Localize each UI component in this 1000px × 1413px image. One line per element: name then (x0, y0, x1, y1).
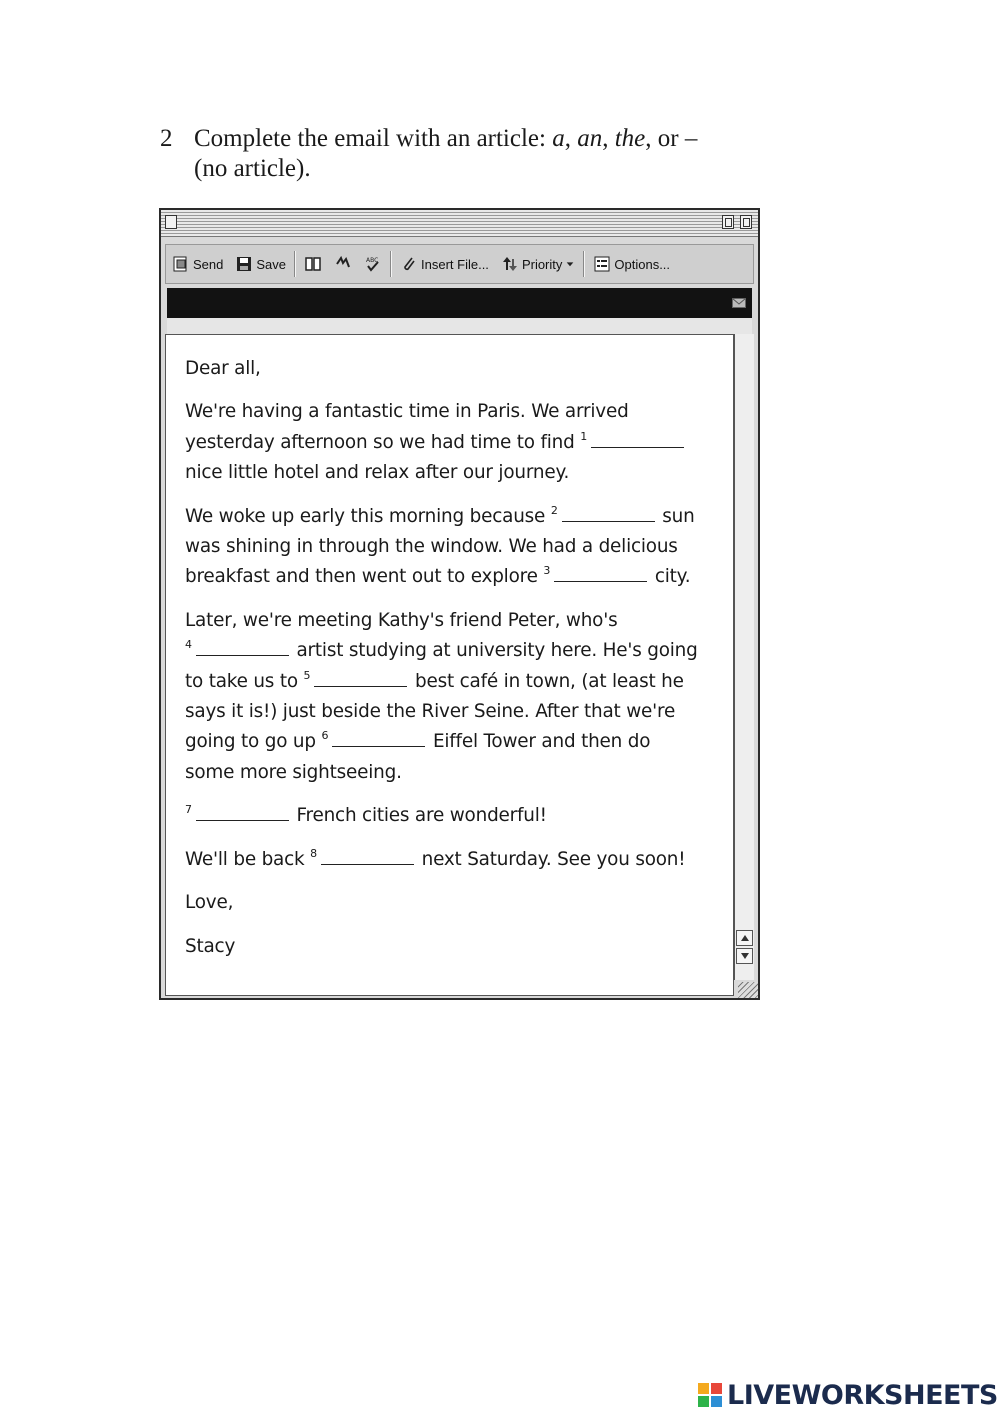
scroll-down-arrow-icon[interactable] (736, 948, 753, 964)
email-header-bar (167, 288, 752, 318)
toolbar-separator (583, 251, 585, 277)
signature: Stacy (185, 935, 236, 957)
gap-number: 3 (543, 564, 551, 578)
vertical-scrollbar[interactable] (734, 334, 754, 980)
priority-dropdown[interactable]: Priority (495, 250, 581, 278)
window-titlebar[interactable] (161, 210, 758, 237)
instruction-line-1: Complete the email with an article: a, an, the, or – (194, 125, 698, 152)
answer-blank-3[interactable] (554, 567, 647, 582)
send-icon (172, 255, 190, 273)
exercise-number: 2 (160, 125, 173, 152)
address-book-button[interactable] (298, 250, 328, 278)
liveworksheets-watermark (697, 1378, 998, 1412)
priority-arrows-icon (501, 255, 519, 273)
paragraph-5: We'll be back $^8$ next Saturday. See you soon! (185, 846, 686, 870)
spelling-button[interactable] (358, 250, 388, 278)
paragraph-3: Later, we're meeting Kathy's friend Peter, who's $^4$ artist studying at university here. He's going to take us to $^5$ best café in town, (at least he says it is!) just beside the River Seine. After that we're going to go up $^6$ Eiffel Tower and then do some more sightseeing. (185, 609, 698, 783)
chevron-down-icon (565, 259, 575, 269)
header-divider-strip (167, 318, 752, 335)
gap-number: 4 (185, 638, 192, 652)
svg-text:ABC: ABC (366, 257, 379, 264)
closing: Love, (185, 892, 234, 914)
send-button[interactable]: Send (166, 250, 229, 278)
answer-blank-7[interactable] (196, 806, 289, 821)
close-box-icon[interactable] (165, 215, 177, 229)
spell-check-icon (364, 255, 382, 273)
paragraph-1: We're having a fantastic time in Paris. We arrived yesterday afternoon so we had time to find $^1$ nice little hotel and relax after our journey. (185, 397, 725, 488)
gap-number: 5 (303, 668, 311, 682)
envelope-icon (732, 298, 746, 308)
instruction-line-2: (no article). (194, 155, 311, 182)
save-button[interactable]: Save (229, 250, 292, 278)
zoom-box-icon[interactable] (722, 215, 734, 229)
greeting: Dear all, (185, 358, 261, 379)
gap-number: 6 (321, 729, 329, 743)
answer-blank-8[interactable] (321, 850, 414, 865)
paperclip-icon (400, 255, 418, 273)
gap-number: 2 (550, 503, 558, 517)
options-button[interactable]: Options... (587, 250, 676, 278)
floppy-disk-icon (235, 255, 253, 273)
answer-blank-2[interactable] (562, 507, 655, 522)
check-names-button[interactable] (328, 250, 358, 278)
toolbar-separator (294, 251, 296, 277)
liveworksheets-logo-icon (697, 1382, 723, 1408)
answer-blank-4[interactable] (196, 641, 289, 656)
answer-blank-5[interactable] (314, 672, 407, 687)
email-toolbar (165, 244, 754, 284)
email-window (159, 208, 760, 1000)
email-message-text (185, 354, 725, 962)
answer-blank-1[interactable] (591, 433, 684, 448)
watermark-text: LIVEWORKSHEETS (727, 1379, 998, 1411)
resize-grip-icon[interactable] (738, 982, 758, 998)
paragraph-2: We woke up early this morning because $^2$ sun was shining in through the window. We had a delicious breakfast and then went out to explore $^3$ city. (185, 503, 695, 588)
gap-number: 1 (580, 429, 588, 443)
check-names-icon (334, 255, 352, 273)
paragraph-4: $^7$ French cities are wonderful! (185, 803, 547, 827)
gap-number: 7 (185, 803, 192, 817)
toolbar-separator (390, 251, 392, 277)
gap-number: 8 (310, 846, 317, 860)
insert-file-button[interactable]: Insert File... (394, 250, 495, 278)
options-list-icon (593, 255, 611, 273)
answer-blank-6[interactable] (332, 732, 425, 747)
collapse-box-icon[interactable] (740, 215, 752, 229)
address-book-icon (304, 255, 322, 273)
scroll-up-arrow-icon[interactable] (736, 930, 753, 946)
